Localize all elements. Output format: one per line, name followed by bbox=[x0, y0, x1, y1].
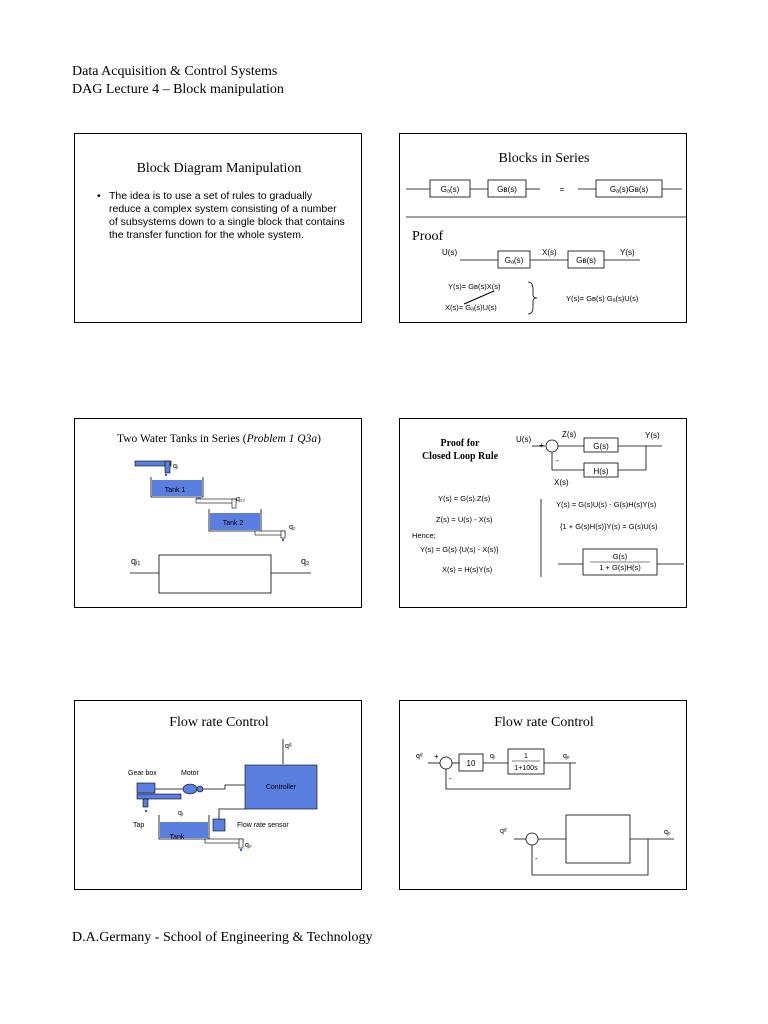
label-q2: q₂ bbox=[289, 524, 296, 531]
block-input-label: qᵢ₁ bbox=[131, 556, 141, 566]
summing-junction-2 bbox=[526, 833, 538, 845]
slide-title: Block Diagram Manipulation bbox=[136, 161, 302, 176]
result-1: Y(s) = G(s)U(s) - G(s)H(s)Y(s) bbox=[556, 500, 657, 509]
label-qo: qₒ bbox=[563, 753, 570, 760]
proof-title-2: Closed Loop Rule bbox=[421, 451, 499, 462]
slide-closed-loop-proof bbox=[399, 418, 687, 608]
slide-title: Flow rate Control bbox=[169, 715, 269, 730]
brace-icon bbox=[528, 282, 537, 314]
slide-block-diagram-manipulation bbox=[74, 133, 362, 323]
label-x: X(s) bbox=[554, 478, 569, 487]
tank-2-label: Tank 2 bbox=[222, 520, 244, 527]
proof-heading: Proof bbox=[412, 229, 444, 244]
equals-sign: = bbox=[559, 185, 565, 194]
result-2: {1 + G(s)H(s)}Y(s) = G(s)U(s) bbox=[560, 522, 658, 531]
closed-loop-denominator: 1 + G(s)H(s) bbox=[599, 563, 641, 572]
motor bbox=[183, 784, 197, 794]
label-y: Y(s) bbox=[645, 431, 660, 440]
proof-block-gb-label: Gʙ(s) bbox=[576, 256, 596, 265]
label-qi: qᵢ bbox=[178, 810, 183, 817]
eq-2: Z(s) = U(s) - X(s) bbox=[436, 515, 493, 524]
plus-sign: + bbox=[539, 441, 544, 450]
bullet-text: The idea is to use a set of rules to gradually reduce a complex system consisting of a number of subsystems down to a single block that contains the transfer function for the whole system. bbox=[109, 190, 345, 241]
label-qi: qᵢ bbox=[173, 463, 178, 470]
proof-title-1: Proof for bbox=[440, 438, 480, 449]
tank-1-label: Tank 1 bbox=[164, 487, 186, 494]
outlet-pipe bbox=[255, 531, 285, 535]
label-u: U(s) bbox=[442, 248, 458, 257]
block-gb-label: Gʙ(s) bbox=[497, 185, 517, 194]
eq-hence: Hence; bbox=[412, 531, 436, 540]
label-qi: qᵢ bbox=[490, 753, 495, 760]
slide-title: Two Water Tanks in Series (Problem 1 Q3a) bbox=[117, 433, 321, 445]
eq-3: Y(s) = G(s) {U(s) - X(s)} bbox=[420, 545, 499, 554]
label-qd: qᵈ bbox=[285, 743, 292, 750]
doc-header-lecture: DAG Lecture 4 – Block manipulation bbox=[72, 82, 284, 97]
doc-footer: D.A.Germany - School of Engineering & Technology bbox=[72, 930, 373, 945]
block-gagb-label: Gₐ(s)Gʙ(s) bbox=[609, 185, 649, 194]
gearbox-label: Gear box bbox=[128, 770, 157, 777]
block-ga-label: Gₐ(s) bbox=[440, 185, 460, 194]
label-qd-2: qᵈ bbox=[500, 828, 507, 835]
label-y: Y(s) bbox=[620, 248, 635, 257]
flow-rate-sensor bbox=[213, 819, 225, 831]
summing-junction bbox=[440, 757, 452, 769]
plant-denominator: 1+100s bbox=[514, 765, 538, 772]
eq-y: Y(s)= Gʙ(s)X(s) bbox=[448, 282, 501, 291]
result-eq: Y(s)= Gʙ(s) Gₐ(s)U(s) bbox=[566, 294, 639, 303]
label-x: X(s) bbox=[542, 248, 557, 257]
tap bbox=[143, 799, 148, 807]
gain-label: 10 bbox=[466, 759, 476, 768]
tap-label: Tap bbox=[133, 822, 145, 829]
tank-label: Tank bbox=[169, 834, 185, 841]
connecting-pipe bbox=[196, 499, 236, 503]
proof-block-ga-label: Gₐ(s) bbox=[504, 256, 524, 265]
label-qo-2: qₒ bbox=[664, 829, 671, 836]
label-q12: q₁₂ bbox=[236, 496, 245, 503]
outlet-pipe bbox=[205, 839, 243, 843]
eq-x: X(s)= Gₐ(s)U(s) bbox=[445, 303, 497, 312]
block-h-label: H(s) bbox=[593, 467, 609, 476]
label-qd: qᵈ bbox=[416, 753, 423, 760]
block-g-label: G(s) bbox=[593, 442, 609, 451]
eq-4: X(s) = H(s)Y(s) bbox=[442, 565, 493, 574]
plant-numerator: 1 bbox=[524, 753, 528, 760]
minus-sign: - bbox=[556, 456, 559, 465]
gearbox bbox=[137, 783, 155, 793]
label-z: Z(s) bbox=[562, 430, 577, 439]
label-u: U(s) bbox=[516, 435, 532, 444]
bullet-icon: • bbox=[97, 190, 101, 202]
minus-sign-2: - bbox=[535, 854, 538, 863]
eq-1: Y(s) = G(s).Z(s) bbox=[438, 494, 491, 503]
slide-flow-rate-control-physical bbox=[74, 700, 362, 890]
controller-label: Controller bbox=[265, 784, 297, 791]
sensor-label: Flow rate sensor bbox=[237, 822, 289, 829]
motor-label: Motor bbox=[181, 770, 199, 777]
slide-title: Flow rate Control bbox=[494, 715, 594, 730]
feedback-path-2 bbox=[532, 839, 648, 875]
plus-sign: + bbox=[434, 752, 439, 761]
minus-sign: - bbox=[449, 774, 452, 783]
empty-closed-loop-block bbox=[566, 815, 630, 863]
slide-title: Blocks in Series bbox=[498, 151, 590, 166]
empty-transfer-block bbox=[159, 555, 271, 593]
doc-header-course: Data Acquisition & Control Systems bbox=[72, 64, 278, 79]
supply-pipe bbox=[137, 794, 181, 799]
slide-flow-rate-control-block bbox=[399, 700, 687, 890]
slide-two-water-tanks bbox=[74, 418, 362, 608]
block-output-label: q₂ bbox=[301, 556, 310, 566]
label-qo: qₒ bbox=[245, 842, 252, 849]
summing-junction bbox=[546, 440, 558, 452]
slide-blocks-in-series bbox=[399, 133, 687, 323]
closed-loop-numerator: G(s) bbox=[612, 552, 628, 561]
